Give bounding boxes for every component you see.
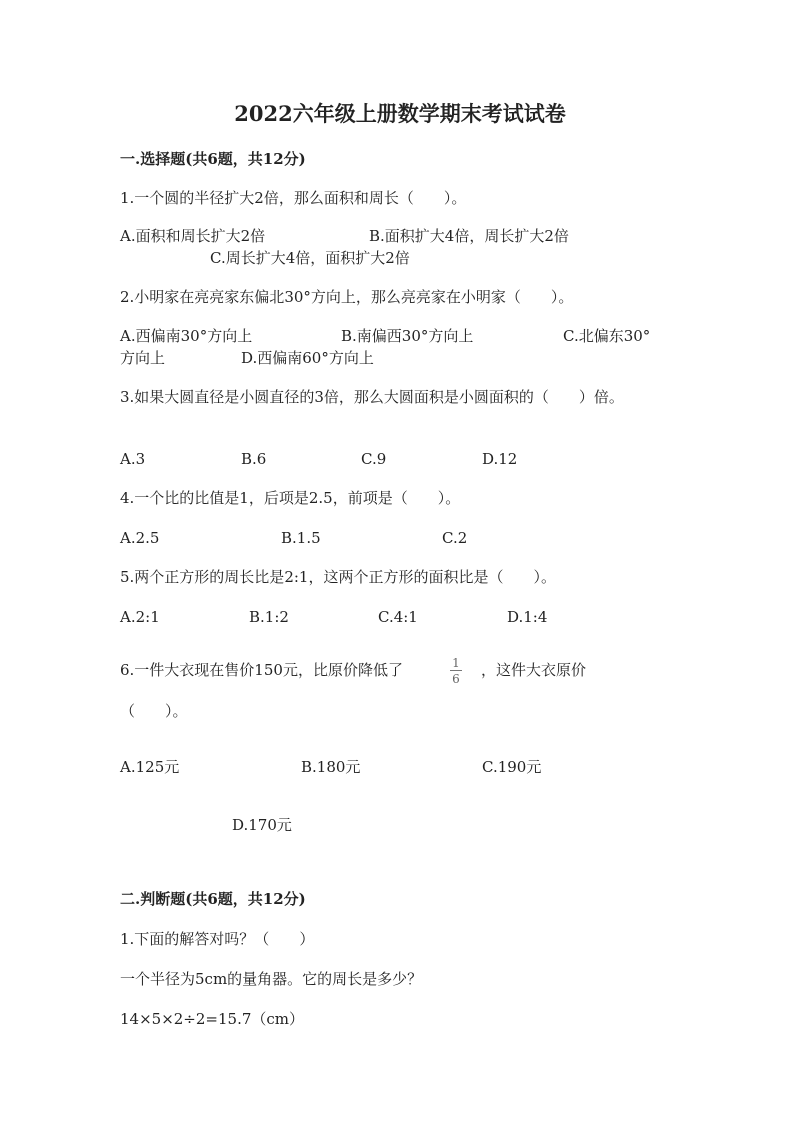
question-4-option-c: C.2 [442, 529, 468, 547]
fraction-numerator: 1 [452, 656, 460, 670]
question-2-option-a: A.西偏南30°方向上 [120, 327, 253, 345]
fraction-denominator: 6 [452, 672, 460, 686]
section-1-heading: 一.选择题(共6题，共12分) [120, 150, 306, 168]
question-3-option-b: B.6 [241, 450, 267, 468]
question-2-stem: 2.小明家在亮亮家东偏北30°方向上，那么亮亮家在小明家（ ）。 [120, 288, 574, 306]
question-2-option-c-continued: 方向上 [120, 349, 166, 367]
fraction-one-sixth [448, 657, 464, 685]
question-5-stem: 5.两个正方形的周长比是2:1，这两个正方形的面积比是（ ）。 [120, 568, 556, 586]
question-1-option-b: B.面积扩大4倍，周长扩大2倍 [369, 227, 569, 245]
question-1-option-a: A.面积和周长扩大2倍 [120, 227, 266, 245]
judgment-1-line3: 14×5×2÷2=15.7（cm） [120, 1010, 305, 1028]
question-5-option-a: A.2:1 [120, 608, 160, 626]
page-title: 2022六年级上册数学期末考试试卷 [234, 101, 566, 126]
question-4-option-a: A.2.5 [120, 529, 160, 547]
question-3-option-c: C.9 [361, 450, 387, 468]
section-2-heading: 二.判断题(共6题，共12分) [120, 890, 306, 908]
question-6-option-a: A.125元 [120, 758, 180, 776]
question-4-option-b: B.1.5 [281, 529, 321, 547]
question-3-stem: 3.如果大圆直径是小圆直径的3倍，那么大圆面积是小圆面积的（ ）倍。 [120, 388, 624, 406]
question-1-option-c: C.周长扩大4倍，面积扩大2倍 [210, 249, 410, 267]
question-6-stem-part2: ，这件大衣原价 [481, 661, 587, 679]
question-1-stem: 1.一个圆的半径扩大2倍，那么面积和周长（ ）。 [120, 189, 467, 207]
question-3-option-a: A.3 [120, 450, 146, 468]
question-6-stem-part1: 6.一件大衣现在售价150元，比原价降低了 [120, 661, 403, 679]
question-6-option-c: C.190元 [482, 758, 542, 776]
question-5-option-d: D.1:4 [507, 608, 548, 626]
question-4-stem: 4.一个比的比值是1，后项是2.5，前项是（ ）。 [120, 489, 461, 507]
question-3-option-d: D.12 [482, 450, 518, 468]
question-6-option-d: D.170元 [232, 816, 292, 834]
question-2-option-c: C.北偏东30° [563, 327, 651, 345]
question-5-option-b: B.1:2 [249, 608, 289, 626]
question-2-option-d: D.西偏南60°方向上 [241, 349, 374, 367]
judgment-1-stem: 1.下面的解答对吗？（ ） [120, 930, 315, 948]
question-5-option-c: C.4:1 [378, 608, 418, 626]
judgment-1-line2: 一个半径为5cm的量角器。它的周长是多少？ [120, 970, 423, 988]
question-6-option-b: B.180元 [301, 758, 361, 776]
question-6-stem-line2: （ ）。 [120, 702, 188, 720]
question-2-option-b: B.南偏西30°方向上 [341, 327, 474, 345]
